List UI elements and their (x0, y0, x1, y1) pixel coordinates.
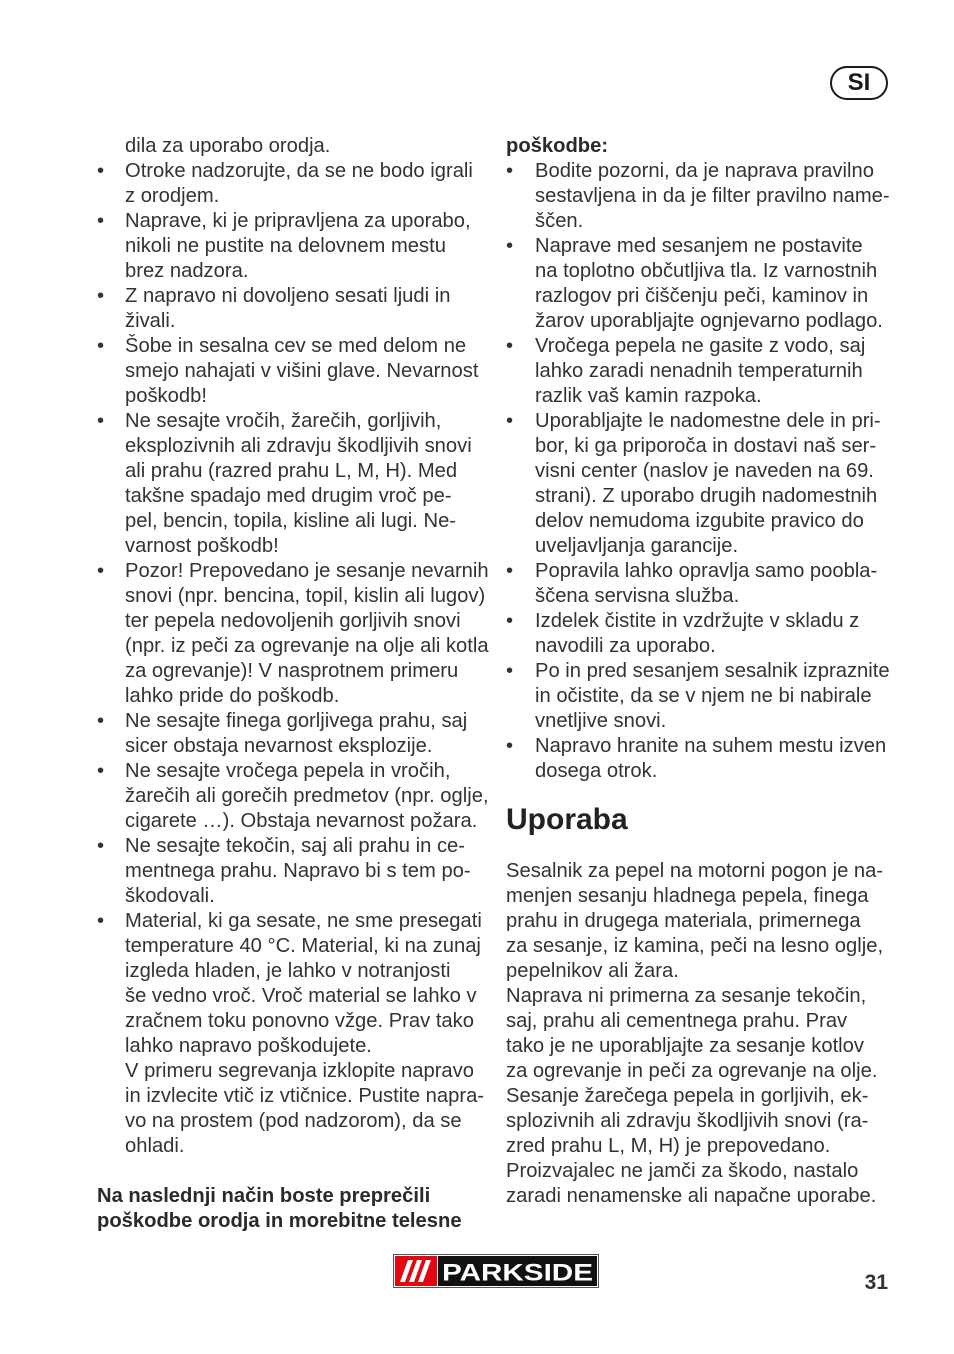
bullet-text-line: temperature 40 °C. Material, ki na zunaj (125, 935, 481, 957)
bullet-text (125, 209, 497, 284)
usage-paragraph (506, 984, 926, 1209)
bullet-text-line: Popravila lahko opravlja samo poobla- (535, 560, 878, 582)
bullet-text (535, 159, 926, 234)
bullet-text-line: Pozor! Prepovedano je sesanje nevarnih (125, 560, 489, 582)
left-column (97, 134, 497, 1234)
brand-name: PARKSIDE (442, 1259, 593, 1287)
bullet-text-line: ter pepela nedovoljenih gorljivih snovi (125, 610, 461, 632)
bullet-text-line: Uporabljajte le nadomestne dele in pri- (535, 410, 881, 432)
paragraph-line: za sesanje, iz kamina, peči na lesno oglje, (506, 935, 884, 957)
bullet-marker: • (97, 910, 105, 932)
section-title: Uporaba (506, 803, 628, 836)
bullet-text-line: Z napravo ni dovoljeno sesati ljudi in (125, 285, 451, 307)
continued-bullet-text (97, 134, 497, 159)
bullet-text-line: poškodb! (125, 385, 207, 407)
bullet-text-line: škodovali. (125, 885, 215, 907)
bullet-marker: • (506, 335, 514, 357)
bullet-text-line: lahko zaradi nenadnih temperaturnih (535, 360, 863, 382)
bullet-marker: • (97, 710, 105, 732)
bullet-text (535, 409, 926, 559)
bullet-marker: • (97, 160, 105, 182)
bullet-text-line: Ne sesajte vročih, žarečih, gorljivih, (125, 410, 442, 432)
paragraph-line: Sesanje žarečega pepela in gorljivih, ek- (506, 1085, 869, 1107)
bullet-text-line: žarov uporabljajte ognjevarno podlago. (535, 310, 883, 332)
bullet-text-line: Po in pred sesanjem sesalnik izpraznite (535, 660, 890, 682)
bullet-text-line: ohladi. (125, 1135, 185, 1157)
bullet-text-line: bor, ki ga priporoča in dostavi naš ser- (535, 435, 877, 457)
bullet-text (125, 559, 497, 709)
bullet-text-line: visni center (naslov je naveden na 69. (535, 460, 874, 482)
bullet-item (97, 159, 497, 209)
bullet-text (535, 659, 926, 734)
bullet-text-line: snovi (npr. bencina, topil, kislin ali lugov) (125, 585, 486, 607)
bullet-text-line: ščen. (535, 210, 584, 232)
bullet-text-line: (npr. iz peči za ogrevanje na olje ali kotla (125, 635, 489, 657)
bullet-marker: • (506, 410, 514, 432)
bullet-text-line: Napravo hranite na suhem mestu izven (535, 735, 887, 757)
paragraph-line: Sesalnik za pepel na motorni pogon je na- (506, 860, 884, 882)
bullet-marker: • (506, 560, 514, 582)
bullet-text-line: varnost poškodb! (125, 535, 279, 557)
bullet-item (506, 234, 926, 334)
bullet-text-line: Ne sesajte finega gorljivega prahu, saj (125, 710, 468, 732)
bullet-text-line: z orodjem. (125, 185, 220, 207)
bullet-text (125, 334, 497, 409)
bullet-text-line: Ne sesajte vročega pepela in vročih, (125, 760, 451, 782)
paragraph-line: splozivnih ali zdravju škodljivih snovi (ra- (506, 1110, 869, 1132)
bullet-marker: • (97, 335, 105, 357)
bullet-text-line: sestavljena in da je filter pravilno name- (535, 185, 890, 207)
bullet-text-line: vnetljive snovi. (535, 710, 667, 732)
bullet-text-line: V primeru segrevanja izklopite napravo (125, 1060, 474, 1082)
subheading-line: Na naslednji način boste preprečili (97, 1185, 431, 1207)
bullet-text-line: razlogov pri čiščenju peči, kaminov in (535, 285, 869, 307)
paragraph-line: Proizvajalec ne jamči za škodo, nastalo (506, 1160, 859, 1182)
bullet-text (125, 409, 497, 559)
bullet-text-line: lahko napravo poškodujete. (125, 1035, 372, 1057)
bullet-item (506, 409, 926, 559)
bullet-marker: • (506, 660, 514, 682)
bullet-text-line: Izdelek čistite in vzdržujte v skladu z (535, 610, 860, 632)
bullet-text-line: smejo nahajati v višini glave. Nevarnost (125, 360, 479, 382)
bullet-text-line: Ne sesajte tekočin, saj ali prahu in ce- (125, 835, 465, 857)
bullet-text (125, 759, 497, 834)
bullet-item (97, 409, 497, 559)
bullet-text-line: izgleda hladen, je lahko v notranjosti (125, 960, 451, 982)
language-badge: SI (830, 66, 888, 100)
bullet-text-line: dosega otrok. (535, 760, 658, 782)
bullet-item (506, 334, 926, 409)
bullet-item (506, 734, 926, 784)
bullet-item (506, 559, 926, 609)
bullet-text-line: razlik vaš kamin razpoka. (535, 385, 762, 407)
bullet-text-line: živali. (125, 310, 176, 332)
paragraph-line: za ogrevanje in peči za ogrevanje na olje. (506, 1060, 878, 1082)
bullet-marker: • (97, 560, 105, 582)
bullet-text-line: Bodite pozorni, da je naprava pravilno (535, 160, 874, 182)
bullet-text-line: na toplotno občutljiva tla. Iz varnostnih (535, 260, 878, 282)
right-column (506, 134, 926, 1209)
bullet-item (506, 659, 926, 734)
bullet-marker: • (506, 160, 514, 182)
paragraph-line: tako je ne uporabljajte za sesanje kotlov (506, 1035, 864, 1057)
bullet-item (97, 709, 497, 759)
bullet-text-line: ali prahu (razred prahu L, M, H). Med (125, 460, 458, 482)
bullet-text (125, 834, 497, 909)
subheading-line: poškodbe: (506, 135, 609, 157)
paragraph-line: pepelnikov ali žara. (506, 960, 679, 982)
bullet-text-line: Vročega pepela ne gasite z vodo, saj (535, 335, 866, 357)
subheading-line: poškodbe orodja in morebitne telesne (97, 1210, 462, 1232)
bullet-text-line: vo na prostem (pod nadzorom), da se (125, 1110, 462, 1132)
bullet-text-line: mentnega prahu. Napravo bi s tem po- (125, 860, 471, 882)
usage-paragraph (506, 859, 926, 984)
bullet-text-line: pel, bencin, topila, kisline ali lugi. Ne- (125, 510, 457, 532)
bullet-text-line: cigarete …). Obstaja nevarnost požara. (125, 810, 478, 832)
bullet-text (125, 709, 497, 759)
bullet-text-line: navodili za uporabo. (535, 635, 716, 657)
bullet-text (125, 284, 497, 334)
bullet-text-line: Šobe in sesalna cev se med delom ne (125, 335, 467, 357)
paragraph-line: prahu in drugega materiala, primernega (506, 910, 861, 932)
paragraph-line: saj, prahu ali cementnega prahu. Prav (506, 1010, 848, 1032)
bullet-text-line: Otroke nadzorujte, da se ne bodo igrali (125, 160, 473, 182)
bullet-text-line: delov nemudoma izgubite pravico do (535, 510, 864, 532)
bullet-marker: • (506, 610, 514, 632)
bullet-text-line: in očistite, da se v njem ne bi nabirale (535, 685, 872, 707)
subheading (97, 1184, 497, 1234)
bullet-marker: • (97, 285, 105, 307)
bullet-text-line: strani). Z uporabo drugih nadomestnih (535, 485, 878, 507)
bullet-item (97, 209, 497, 284)
bullet-item (97, 559, 497, 709)
bullet-text-line: zračnem toku ponovno vžge. Prav tako (125, 1010, 474, 1032)
bullet-item (97, 334, 497, 409)
bullet-item (506, 609, 926, 659)
bullet-text-line: uveljavljanja garancije. (535, 535, 739, 557)
bullet-text (535, 734, 926, 784)
subheading-continued (506, 134, 926, 159)
bullet-item (97, 759, 497, 834)
bullet-text-line: Material, ki ga sesate, ne sme presegati (125, 910, 482, 932)
bullet-marker: • (506, 735, 514, 757)
bullet-marker: • (97, 760, 105, 782)
bullet-item (506, 159, 926, 234)
bullet-text-line: in izvlecite vtič iz vtičnice. Pustite napra- (125, 1085, 485, 1107)
bullet-item (97, 834, 497, 909)
paragraph-line: zred prahu L, M, H) je prepovedano. (506, 1135, 831, 1157)
bullet-text-line: nikoli ne pustite na delovnem mestu (125, 235, 446, 257)
bullet-text (535, 234, 926, 334)
parkside-logo (393, 1254, 599, 1288)
bullet-text-line: Naprave med sesanjem ne postavite (535, 235, 863, 257)
bullet-item (97, 909, 497, 1159)
bullet-text-line: takšne spadajo med drugim vroč pe- (125, 485, 452, 507)
paragraph-line: zaradi nenamenske ali napačne uporabe. (506, 1185, 877, 1207)
bullet-text-line: lahko pride do poškodb. (125, 685, 340, 707)
bullet-text-line: Naprave, ki je pripravljena za uporabo, (125, 210, 471, 232)
bullet-marker: • (97, 835, 105, 857)
page-number: 31 (864, 1271, 888, 1294)
bullet-text-line: brez nadzora. (125, 260, 249, 282)
safety-bullet-list (97, 159, 497, 1159)
continued-text-line: dila za uporabo orodja. (125, 135, 331, 157)
paragraph-line: Naprava ni primerna za sesanje tekočin, (506, 985, 867, 1007)
bullet-text (535, 609, 926, 659)
bullet-text (125, 909, 497, 1159)
bullet-text-line: sicer obstaja nevarnost eksplozije. (125, 735, 433, 757)
bullet-text (125, 159, 497, 209)
bullet-text-line: še vedno vroč. Vroč material se lahko v (125, 985, 477, 1007)
bullet-text-line: žarečih ali gorečih predmetov (npr. oglje, (125, 785, 489, 807)
safety-bullet-list (506, 159, 926, 784)
bullet-text-line: ščena servisna služba. (535, 585, 740, 607)
bullet-text (535, 334, 926, 409)
bullet-text-line: eksplozivnih ali zdravju škodljivih snovi (125, 435, 472, 457)
bullet-marker: • (97, 210, 105, 232)
bullet-text-line: za ogrevanje)! V nasprotnem primeru (125, 660, 459, 682)
bullet-marker: • (97, 410, 105, 432)
bullet-item (97, 284, 497, 334)
bullet-text (535, 559, 926, 609)
paragraph-line: menjen sesanju hladnega pepela, finega (506, 885, 869, 907)
bullet-marker: • (506, 235, 514, 257)
